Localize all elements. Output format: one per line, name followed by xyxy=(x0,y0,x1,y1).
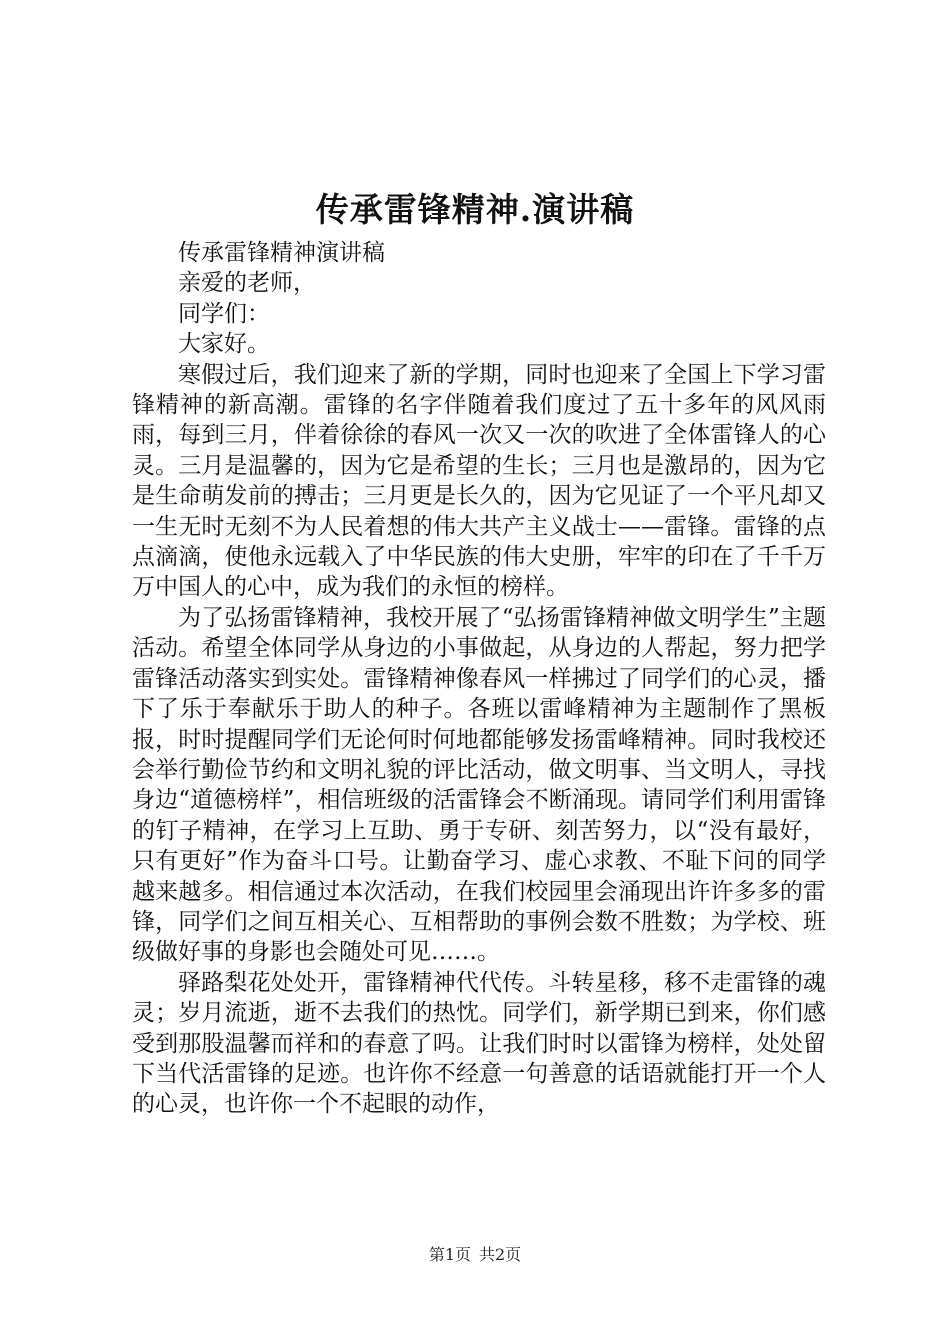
greeting: 大家好。 xyxy=(178,331,270,358)
document-body xyxy=(132,238,826,1120)
document-title: 传承雷锋精神.演讲稿 xyxy=(315,190,635,229)
body-paragraph: 寒假过后，我们迎来了新的学期，同时也迎来了全国上下学习雷锋精神的新高潮。雷锋的名字伴随着我们度过了五十多年的风风雨雨，每到三月，伴着徐徐的春风一次又一次的吹进了全体雷锋人的心灵。三月是温馨的，因为它是希望的生长；三月也是激昂的，因为它是生命萌发前的搏击；三月更是长久的，因为它见证了一个平凡却又一生无时无刻不为人民着想的伟大共产主义战士——雷锋。雷锋的点点滴滴，使他永远载入了中华民族的伟大史册，牢牢的印在了千千万万中国人的心中，成为我们的永恒的榜样。 xyxy=(132,361,826,601)
salutation-students: 同学们： xyxy=(178,300,270,327)
body-paragraph: 为了弘扬雷锋精神，我校开展了“弘扬雷锋精神做文明学生”主题活动。希望全体同学从身边的小事做起，从身边的人帮起，努力把学雷锋活动落实到实处。雷锋精神像春风一样拂过了同学们的心灵，播下了乐于奉献乐于助人的种子。各班以雷峰精神为主题制作了黑板报，时时提醒同学们无论何时何地都能够发扬雷峰精神。同时我校还会举行勤俭节约和文明礼貌的评比活动，做文明事、当文明人，寻找身边“道德榜样”，相信班级的活雷锋会不断涌现。请同学们利用雷锋的钉子精神，在学习上互助、勇于专研、刻苦努力，以“没有最好，只有更好”作为奋斗口号。让勤奋学习、虚心求教、不耻下问的同学越来越多。相信通过本次活动，在我们校园里会涌现出许许多多的雷锋，同学们之间互相关心、互相帮助的事例会数不胜数；为学校、班级做好事的身影也会随处可见……。 xyxy=(132,604,826,966)
body-paragraph: 驿路梨花处处开，雷锋精神代代传。斗转星移，移不走雷锋的魂灵；岁月流逝，逝不去我们的热忱。同学们，新学期已到来，你们感受到那股温馨而祥和的春意了吗。让我们时时以雷锋为榜样，处处留下当代活雷锋的足迹。也许你不经意一句善意的话语就能打开一个人的心灵，也许你一个不起眼的动作， xyxy=(132,969,826,1118)
page-number: 第1页 xyxy=(428,1245,471,1264)
doc-subtitle: 传承雷锋精神演讲稿 xyxy=(178,240,385,266)
page-footer xyxy=(0,1244,950,1266)
salutation-teachers: 亲爱的老师， xyxy=(178,270,316,297)
page-total: 共2页 xyxy=(479,1245,522,1264)
